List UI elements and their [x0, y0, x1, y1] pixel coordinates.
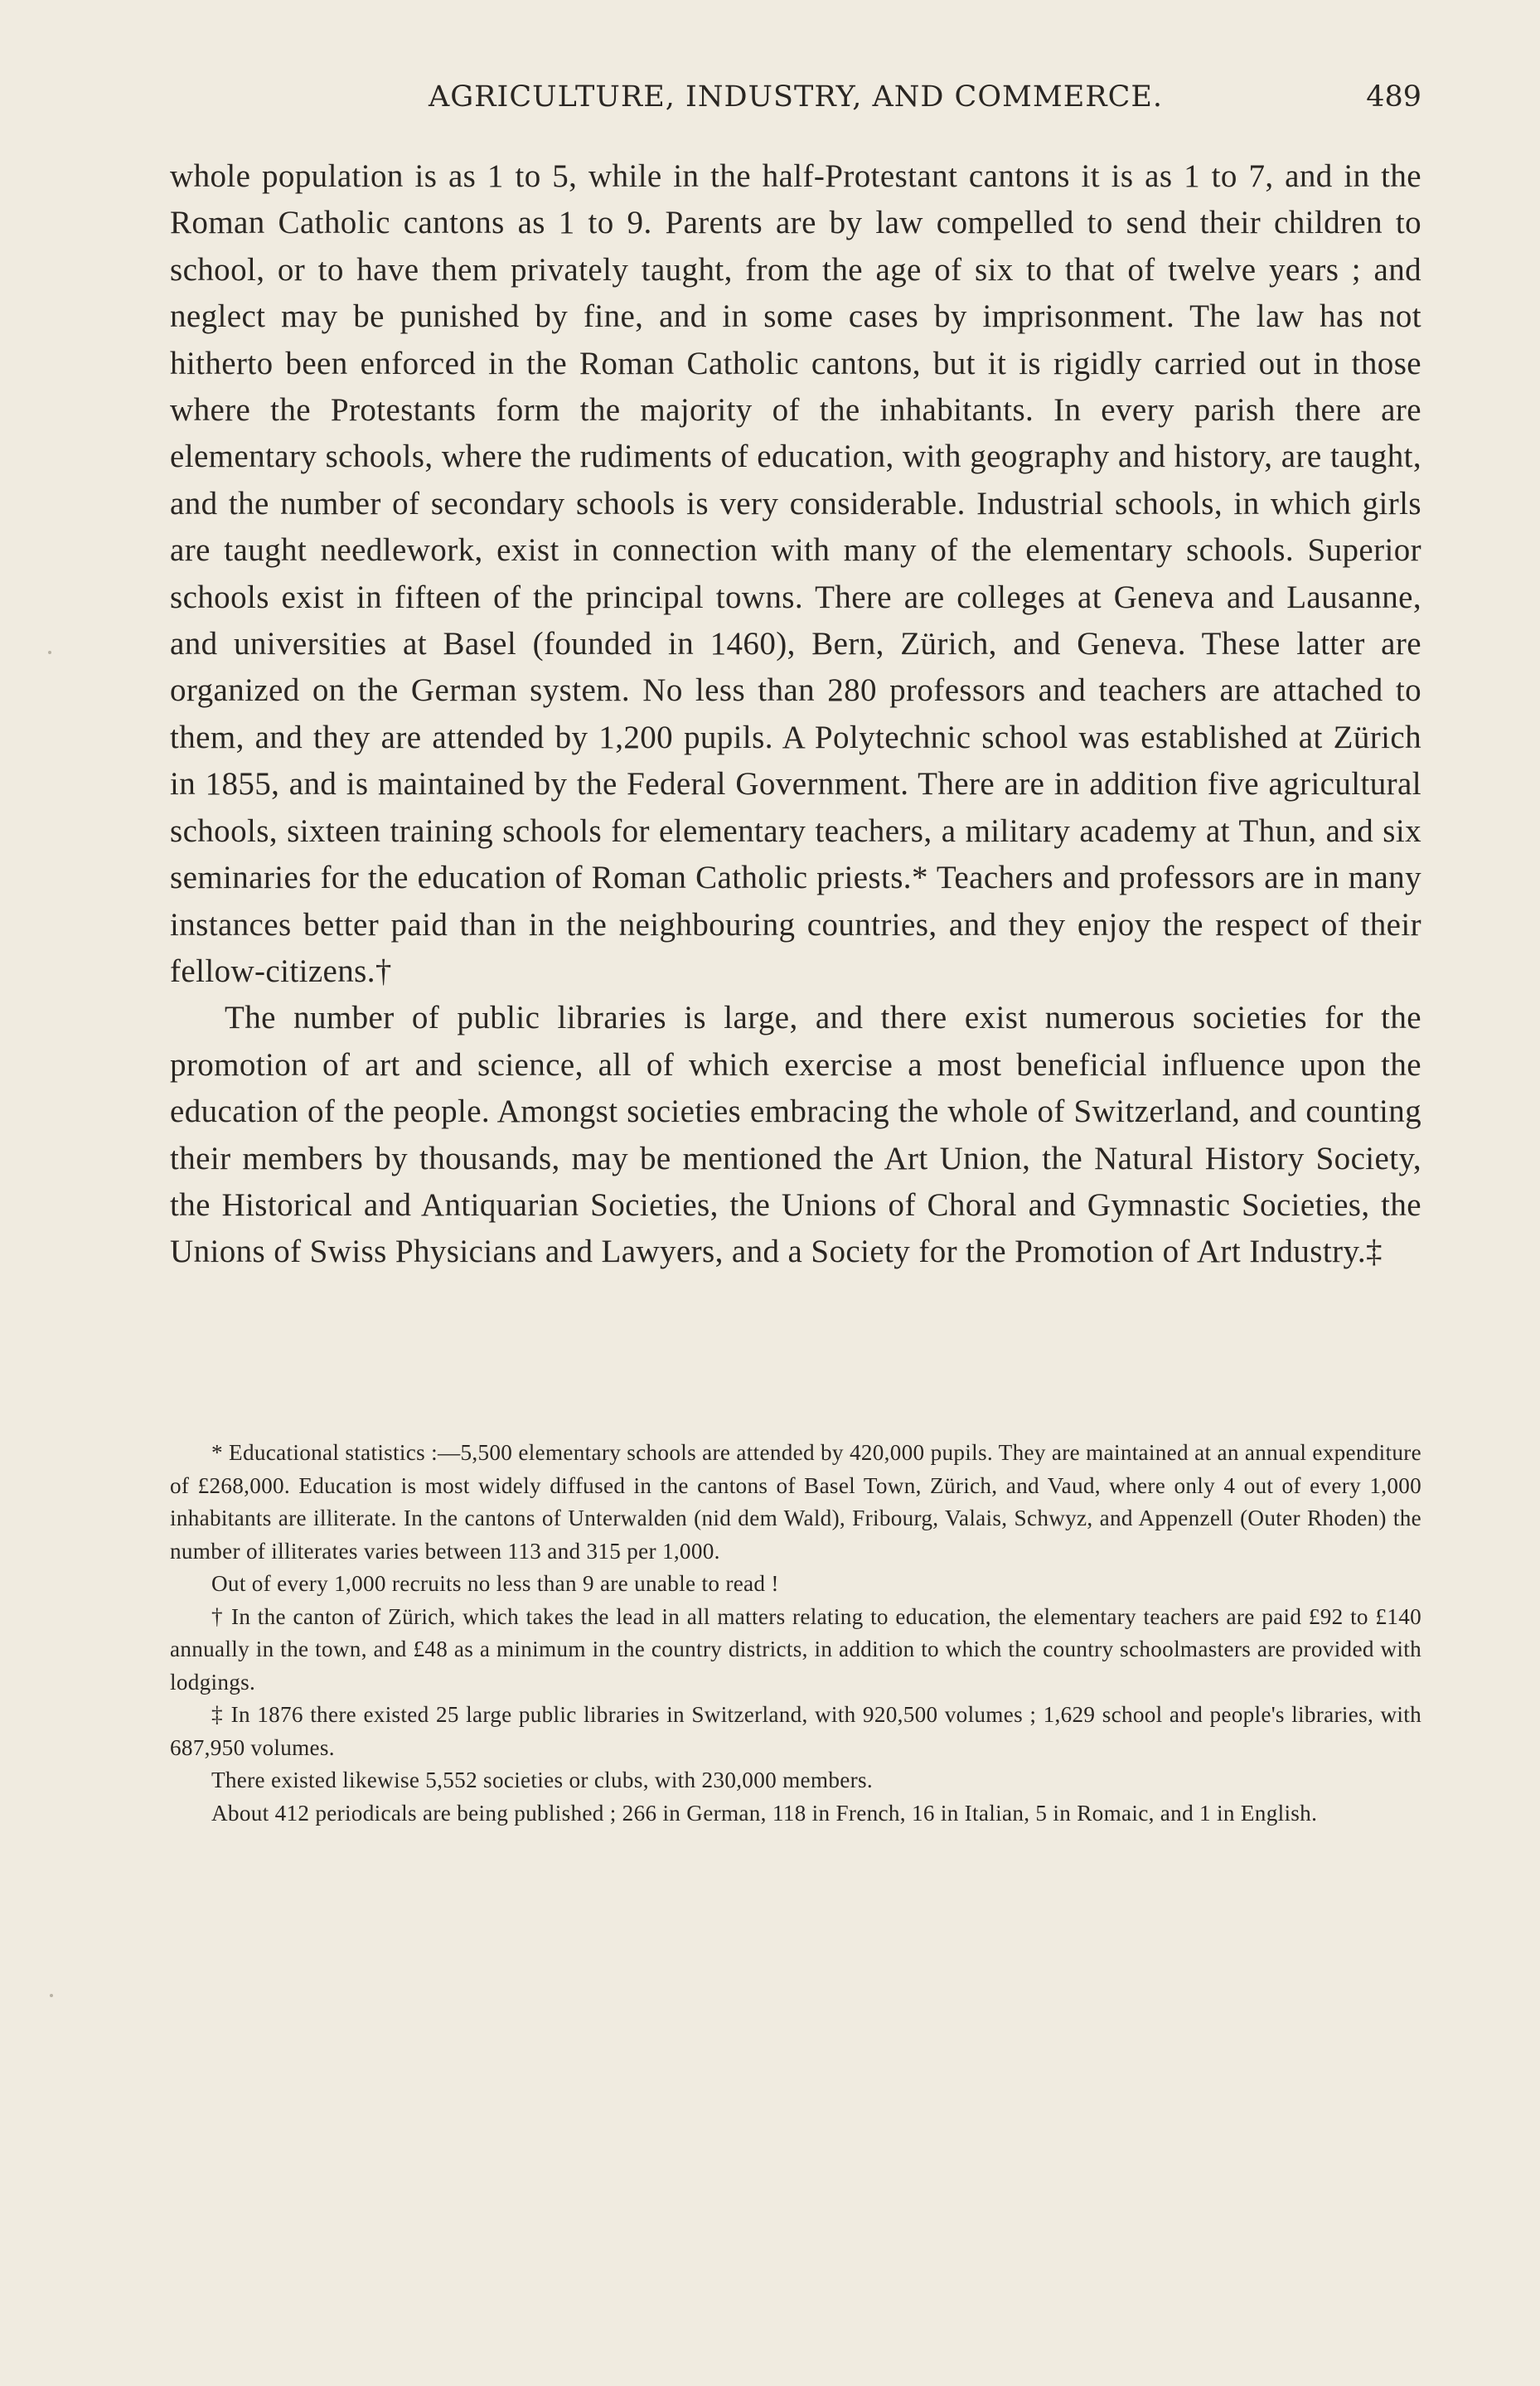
main-text: [170, 153, 1421, 1276]
footnote-double-dagger-libraries: ‡ In 1876 there existed 25 large public libraries in Switzerland, with 920,500 volumes ; 1,629 school and people's libraries, with 687,950 volumes.: [170, 1702, 1421, 1760]
page-number: 489: [1366, 80, 1421, 114]
body-paragraph: whole population is as 1 to 5, while in the half-Protestant cantons it is as 1 to 7, and in the Roman Catholic cantons as 1 to 9. Parents are by law compelled to send their children to school, or to have them privately taught, from the age of six to that of twelve years ; and neglect may be punished by fine, and in some cases by imprisonment. The law has not hitherto been enforced in the Roman Catholic cantons, but it is rigidly carried out in those where the Protestants form the majority of the inhabitants. In every parish there are elementary schools, where the rudiments of education, with geography and history, are taught, and the number of secondary schools is very considerable. Industrial schools, in which girls are taught needlework, exist in connection with many of the elementary schools. Superior schools exist in fifteen of the principal towns. There are colleges at Geneva and Lausanne, and universities at Basel (founded in 1460), Bern, Zürich, and Geneva. These latter are organized on the German system. No less than 280 professors and teachers are attached to them, and they are attended by 1,200 pupils. A Polytechnic school was established at Zürich in 1855, and is maintained by the Federal Government. There are in addition five agricultural schools, sixteen training schools for elementary teachers, a military academy at Thun, and six seminaries for the education of Roman Catholic priests.* Teachers and professors are in many instances better paid than in the neighbouring countries, and they enjoy the respect of their fellow-citizens.†: [170, 158, 1421, 989]
page-header: [170, 76, 1421, 118]
footnote-societies: There existed likewise 5,552 societies or clubs, with 230,000 members.: [211, 1768, 873, 1792]
footnote-periodicals: About 412 periodicals are being published ; 266 in German, 118 in French, 16 in Italian, 5 in Romaic, and 1 in English.: [211, 1800, 1318, 1826]
footnote-educational-statistics: * Educational statistics :—5,500 elementary schools are attended by 420,000 pupils. They are maintained at an annual expenditure of £268,000. Education is most widely diffused in the cantons of Basel Town, Zürich, and Vaud, where only 4 out of every 1,000 inhabitants are illiterate. In the cantons of Unterwalden (nid dem Wald), Fribourg, Valais, Schwyz, and Appenzell (Outer Rhoden) the number of illiterates varies between 113 and 315 per 1,000.: [170, 1440, 1421, 1564]
footnote-dagger-zurich: † In the canton of Zürich, which takes the lead in all matters relating to education, the elementary teachers are paid £92 to £140 annually in the town, and £48 as a minimum in the country districts, in addition to which the country schoolmasters are provided with lodgings.: [170, 1603, 1421, 1695]
paper-speck: [50, 1994, 53, 1997]
paper-speck: [48, 651, 51, 654]
footnote-recruits: Out of every 1,000 recruits no less than 9 are unable to read !: [211, 1571, 779, 1596]
footnotes: [170, 1437, 1421, 1830]
running-head: AGRICULTURE, INDUSTRY, AND COMMERCE.: [428, 80, 1164, 114]
body-paragraph: The number of public libraries is large, and there exist numerous societies for the promotion of art and science, all of which exercise a most beneficial influence upon the education of the people. Amongst societies embracing the whole of Switzerland, and counting their members by thousands, may be mentioned the Art Union, the Natural History Society, the Historical and Antiquarian Societies, the Unions of Choral and Gymnastic Societies, the Unions of Swiss Physicians and Lawyers, and a Society for the Promotion of Art Industry.‡: [170, 1000, 1421, 1270]
